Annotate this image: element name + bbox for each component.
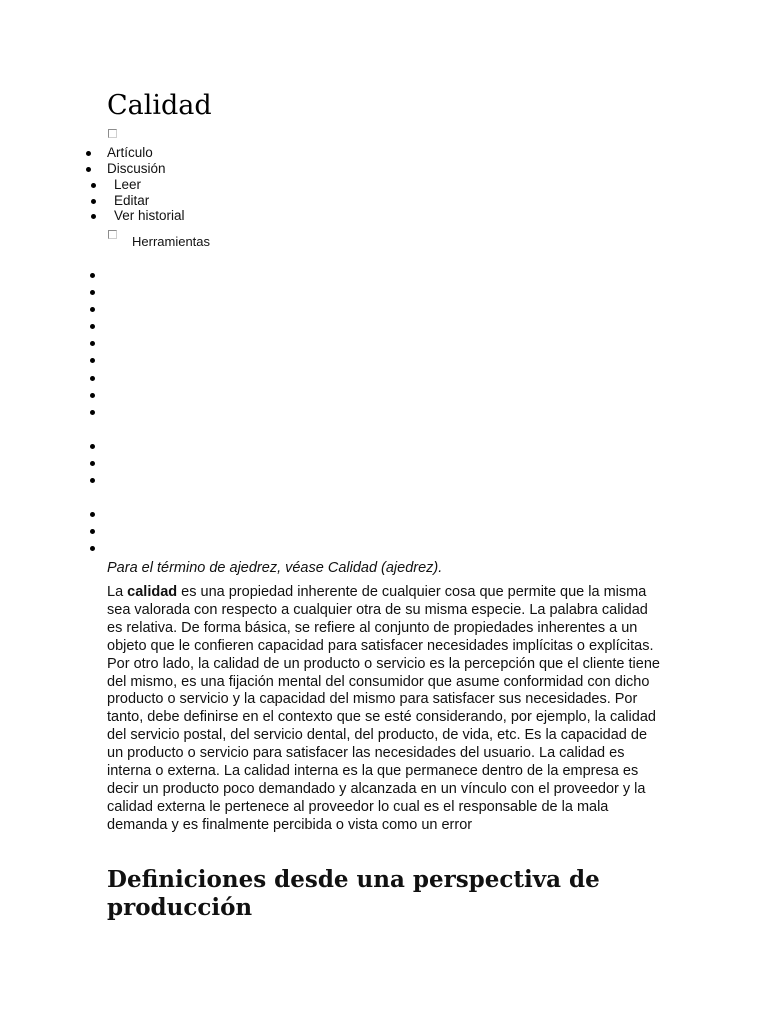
- tab-edit-label[interactable]: Editar: [114, 193, 150, 208]
- intro-paragraph: [107, 584, 663, 835]
- intro-lead: La: [107, 584, 128, 600]
- intro-bold-term: calidad: [127, 584, 178, 600]
- bullet-icon: [91, 214, 96, 219]
- tab-article[interactable]: [0, 145, 300, 161]
- bullet-icon: [90, 393, 95, 398]
- hatnote: Para el término de ajedrez, véase Calidad (ajedrez).: [107, 560, 443, 576]
- tools-menu-label[interactable]: Herramientas: [132, 234, 211, 249]
- bullet-icon: [90, 376, 95, 381]
- intro-body: es una propiedad inherente de cualquier cosa que permite que la misma sea valorada con respecto a cualquier otra de su misma especie. La palabra calidad es relativa. De forma básica, se refiere al conjunto de propiedades inherentes a un objeto que le confieren capacidad para satisfacer necesidades implícitas o explícitas. Por otro lado, la calidad de un producto o servicio es la percepción que el cliente tiene del mismo, es una fijación mental del consumidor que asume conformidad con dicho producto o servicio y la capacidad del mismo para satisfacer sus necesidades. Por tanto, debe definirse en el contexto que se esté considerando, por ejemplo, la calidad del servicio postal, del servicio dental, del producto, de vida, etc. Es la capacidad de un producto o servicio para satisfacer las necesidades del usuario. La calidad es interna o externa. La calidad interna es la que permanece dentro de la empresa es decir un producto poco demandado y alcanzada en un vínculo con el proveedor y la calidad externa le pertenece al proveedor lo cual es el responsable de la mala demanda y es finalmente percibida o vista como un error: [107, 584, 660, 833]
- bullet-icon: [91, 199, 96, 204]
- bullet-icon: [90, 358, 95, 363]
- tab-discussion[interactable]: [0, 161, 300, 177]
- bullet-icon: [86, 151, 91, 156]
- bullet-icon: [91, 183, 96, 188]
- bullet-icon: [90, 341, 95, 346]
- tab-article-label[interactable]: Artículo: [107, 145, 153, 160]
- bullet-icon: [90, 529, 95, 534]
- tab-history[interactable]: [0, 208, 300, 224]
- tools-toggle-checkbox[interactable]: [108, 230, 117, 239]
- tab-discussion-label[interactable]: Discusión: [107, 161, 166, 176]
- bullet-icon: [90, 324, 95, 329]
- tab-history-label[interactable]: Ver historial: [114, 208, 185, 223]
- tab-read[interactable]: [0, 177, 300, 193]
- tab-edit[interactable]: [0, 193, 300, 209]
- bullet-icon: [90, 444, 95, 449]
- bullet-icon: [90, 546, 95, 551]
- bullet-icon: [90, 290, 95, 295]
- page-title: Calidad: [107, 90, 212, 121]
- bullet-icon: [90, 273, 95, 278]
- bullet-icon: [90, 461, 95, 466]
- bullet-icon: [86, 167, 91, 172]
- bullet-icon: [90, 512, 95, 517]
- section-heading: Definiciones desde una perspectiva de producción: [107, 866, 600, 921]
- menu-toggle-checkbox[interactable]: [108, 129, 117, 138]
- bullet-icon: [90, 410, 95, 415]
- tab-read-label[interactable]: Leer: [114, 177, 142, 192]
- bullet-icon: [90, 478, 95, 483]
- bullet-icon: [90, 307, 95, 312]
